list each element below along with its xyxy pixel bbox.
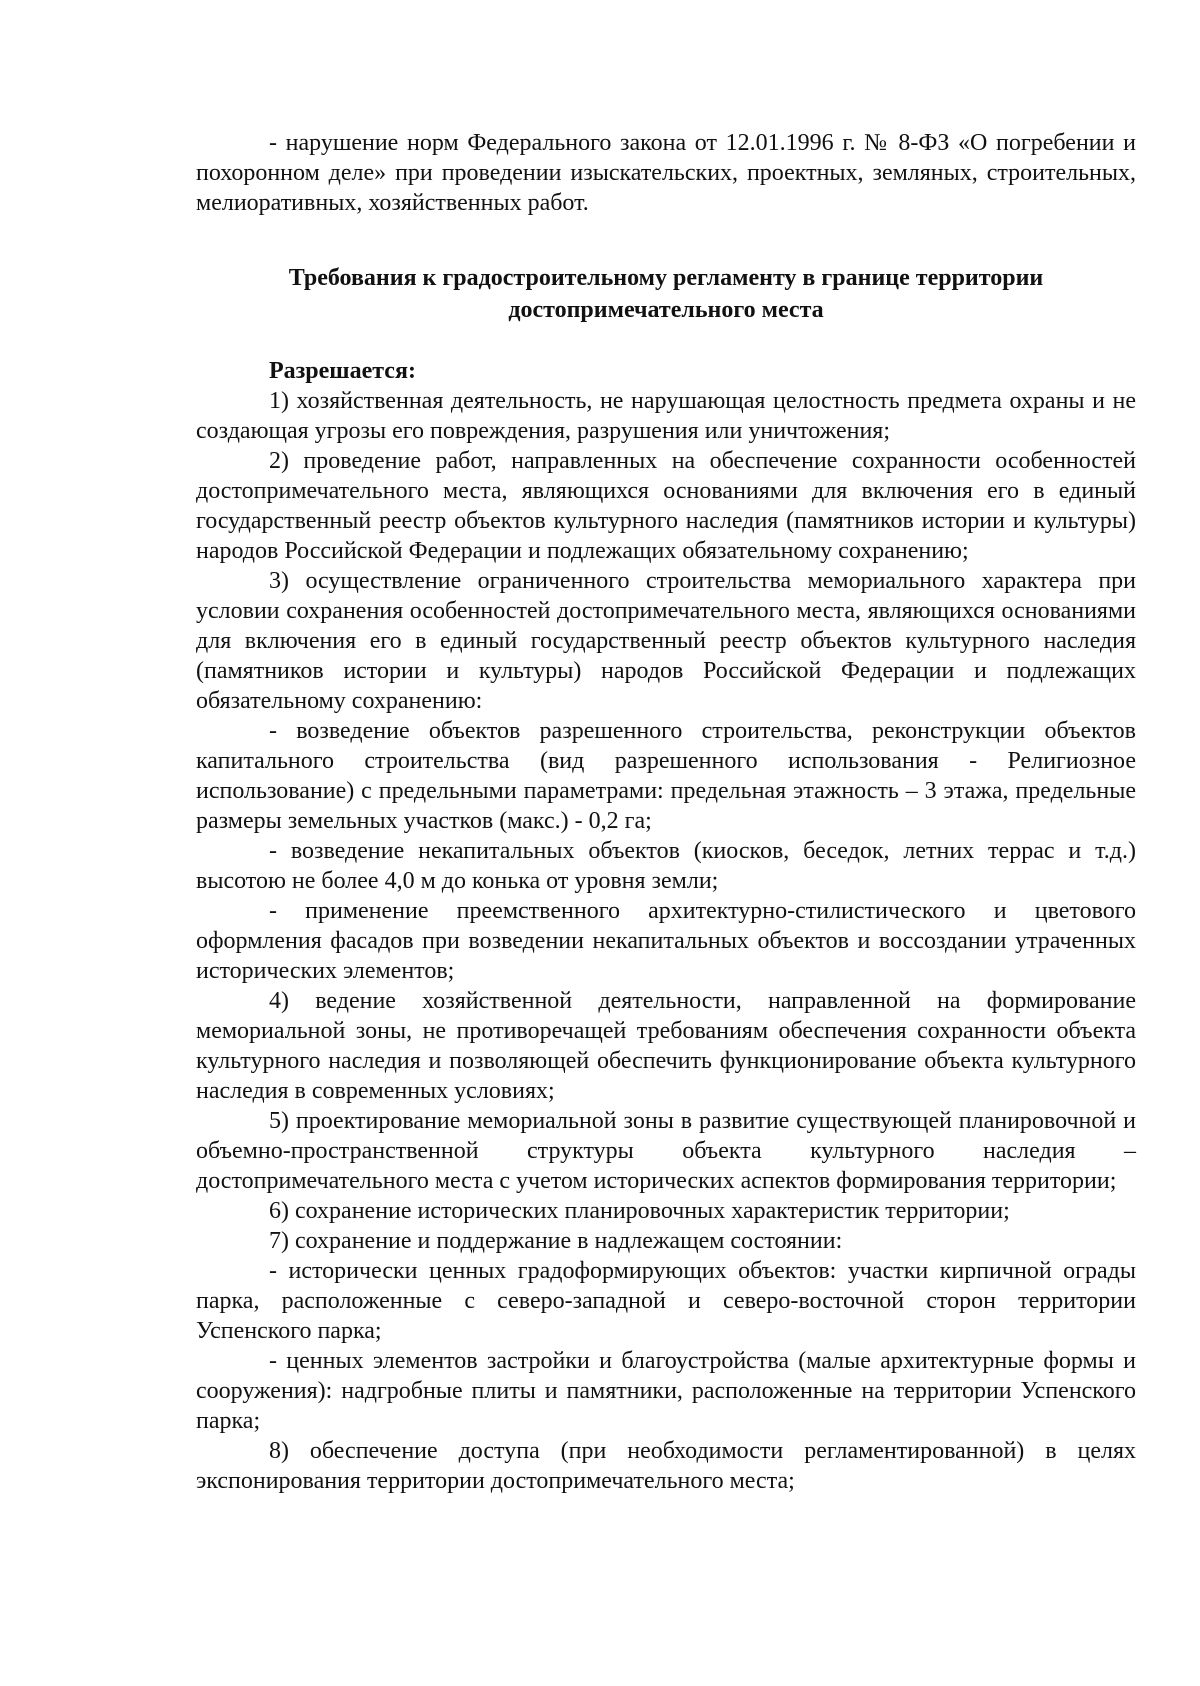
document-page <box>196 128 1136 1496</box>
list-item: 3) осуществление ограниченного строительства мемориального характера при условии сохранения особенностей достопримечательного места, являющихся основаниями для включения его в единый государственный реестр объектов культурного наследия (памятников истории и культуры) народов Российской Федерации и подлежащих обязательному сохранению: <box>196 568 1136 714</box>
list-item: - ценных элементов застройки и благоустройства (малые архитектурные формы и сооружения): надгробные плиты и памятники, расположенные на территории Успенского парка; <box>196 1348 1136 1434</box>
allowed-label: Разрешается: <box>269 358 416 384</box>
section-heading-line-1: Требования к градостроительному регламенту в границе территории <box>288 265 1044 291</box>
list-item: 4) ведение хозяйственной деятельности, направленной на формирование мемориальной зоны, не противоречащей требованиям обеспечения сохранности объекта культурного наследия и позволяющей обеспечить функционирование объекта культурного наследия в современных условиях; <box>196 988 1136 1104</box>
list-item: - исторически ценных градоформирующих объектов: участки кирпичной ограды парка, расположенные с северо-западной и северо-восточной сторон территории Успенского парка; <box>196 1258 1136 1344</box>
intro-paragraph: - нарушение норм Федерального закона от 12.01.1996 г. № 8-ФЗ «О погребении и похоронном деле» при проведении изыскательских, проектных, земляных, строительных, мелиоративных, хозяйственных работ. <box>196 130 1136 216</box>
list-item: 1) хозяйственная деятельность, не нарушающая целостность предмета охраны и не создающая угрозы его повреждения, разрушения или уничтожения; <box>196 388 1136 444</box>
list-item: - возведение объектов разрешенного строительства, реконструкции объектов капитального строительства (вид разрешенного использования - Религиозное использование) с предельными параметрами: предельная этажность – 3 этажа, предельные размеры земельных участков (макс.) - 0,2 га; <box>196 718 1136 834</box>
list-item: 2) проведение работ, направленных на обеспечение сохранности особенностей достопримечательного места, являющихся основаниями для включения его в единый государственный реестр объектов культурного наследия (памятников истории и культуры) народов Российской Федерации и подлежащих обязательному сохранению; <box>196 448 1136 564</box>
section-heading <box>196 262 1136 326</box>
list-item: 6) сохранение исторических планировочных характеристик территории; <box>269 1198 1010 1224</box>
list-item: - применение преемственного архитектурно-стилистического и цветового оформления фасадов при возведении некапитальных объектов и воссоздании утраченных исторических элементов; <box>196 898 1136 984</box>
section-heading-line-2: достопримечательного места <box>508 297 824 323</box>
list-item: 8) обеспечение доступа (при необходимости регламентированной) в целях экспонирования территории достопримечательного места; <box>196 1438 1136 1494</box>
list-item: 7) сохранение и поддержание в надлежащем состоянии: <box>269 1228 843 1254</box>
list-item: - возведение некапитальных объектов (киосков, беседок, летних террас и т.д.) высотою не более 4,0 м до конька от уровня земли; <box>196 838 1136 894</box>
list-item: 5) проектирование мемориальной зоны в развитие существующей планировочной и объемно-пространственной структуры объекта культурного наследия – достопримечательного места с учетом исторических аспектов формирования территории; <box>196 1108 1136 1194</box>
